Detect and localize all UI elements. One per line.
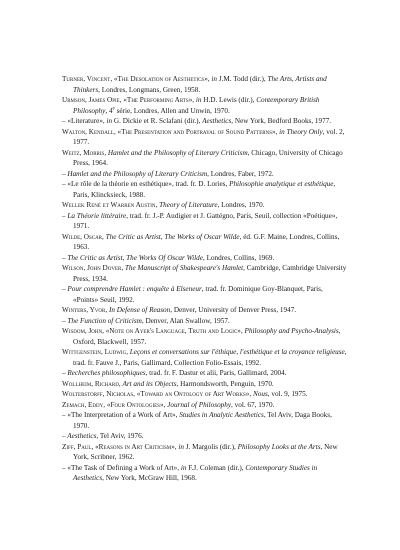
bibliography-entry: – Aesthetics, Tel Aviv, 1976. bbox=[62, 432, 144, 440]
bibliography-entry: – The Function of Criticism, Denver, Alan Swallow, 1957. bbox=[62, 316, 230, 325]
bibliography-entry: – Hamlet and the Philosophy of Literary Criticism, Londres, Faber, 1972. bbox=[62, 169, 274, 178]
bibliography-entry: Zemach, Eddy, «Four Ontologies», Journal of Philosophy, vol. 67, 1970. bbox=[62, 400, 275, 409]
bibliography-entry: – La Théorie littéraire, trad. fr. J.-P. Audigier et J. Gattégno, Paris, Seuil, collection «Poétique», 1971. bbox=[62, 211, 338, 230]
bibliography-list bbox=[62, 74, 348, 484]
bibliography-entry: – «The Interpretation of a Work of Art», Studies in Analytic Aesthetics, Tel Aviv, Daga Books, 1970. bbox=[62, 411, 332, 430]
bibliography-entry: Wittgenstein, Ludwig, Leçons et conversations sur l'éthique, l'esthétique et la croyance religieuse, trad. fr. Fauve J., Paris, Gallimard, Collection Folio-Essais, 1992. bbox=[62, 348, 347, 367]
bibliography-entry: – «Le rôle de la théorie en esthétique», trad. fr. D. Lories, Philosophie analytique et esthétique, Paris, Klincksieck, 1988. bbox=[62, 180, 336, 199]
bibliography-entry: – «The Task of Defining a Work of Art», in F.J. Coleman (dir.), Contemporary Studies in Aesthetics, New York, McGraw Hill, 1968. bbox=[62, 463, 318, 482]
bibliography-entry: – «Literature», in G. Dickie et R. Sclafani (dir.), Aesthetics, New York, Bedford Books, 1977. bbox=[62, 117, 332, 125]
bibliography-entry: – The Critic as Artist, The Works Of Oscar Wilde, Londres, Collins, 1969. bbox=[62, 253, 275, 262]
bibliography-entry: Weitz, Morris, Hamlet and the Philosophy of Literary Criticism, Chicago, University of Chicago Press, 1964. bbox=[62, 148, 343, 167]
bibliography-entry: Wolterstorff, Nicholas, «Toward an Ontology of Art Works», Nous, vol. 9, 1975. bbox=[62, 390, 308, 398]
bibliography-entry: Ziff, Paul, «Reasons in Art Criticism», in J. Margolis (dir.), Philosophy Looks at the Arts, New York, Scribner, 1962. bbox=[62, 442, 338, 461]
bibliography-entry: Wilde, Oscar, The Critic as Artist, The Works of Oscar Wilde, éd. G.F. Maine, Londres, Collins, 1963. bbox=[62, 232, 340, 251]
bibliography-entry: Wilson, John Dover, The Manuscript of Shakespeare's Hamlet, Cambridge, Cambridge University Press, 1934. bbox=[62, 264, 347, 283]
bibliography-entry: Wellek René et Warren Austin, Theory of Literature, Londres, 1970. bbox=[62, 201, 265, 209]
bibliography-entry: Urmson, James Opie, «The Performing Arts», in H.D. Lewis (dir.), Contemporary British Philosophy, 4e série, Londres, Allen and Unwin, 1970. bbox=[62, 96, 320, 115]
bibliography-entry: Turner, Vincent, «The Desolation of Aesthetics», in J.M. Todd (dir.), The Arts, Artists and Thinkers, Londres, Longmans, Green, 1958. bbox=[62, 75, 327, 94]
bibliography-entry: Winters, Yvor, In Defense of Reason, Denver, University of Denver Press, 1947. bbox=[62, 306, 297, 314]
bibliography-entry: Wisdom, John, «Note on Ayer's Language, Truth and Logic», Philosophy and Psycho-Analysis, Oxford, Blackwell, 1957. bbox=[62, 327, 341, 346]
bibliography-entry: – Recherches philosophiques, trad. fr. F. Dastur et alii, Paris, Gallimard, 2004. bbox=[62, 369, 287, 377]
bibliography-entry: Wollheim, Richard, Art and its Objects, Harmondsworth, Penguin, 1970. bbox=[62, 379, 274, 388]
bibliography-entry: Walton, Kendall, «The Presentation and Portrayal of Sound Patterns», in Theory Only, vol. 2, 1977. bbox=[62, 127, 345, 146]
bibliography-entry: – Pour comprendre Hamlet : enquête à Elseneur, trad. fr. Dominique Goy-Blanquet, Paris, «Points» Seuil, 1992. bbox=[62, 285, 323, 304]
